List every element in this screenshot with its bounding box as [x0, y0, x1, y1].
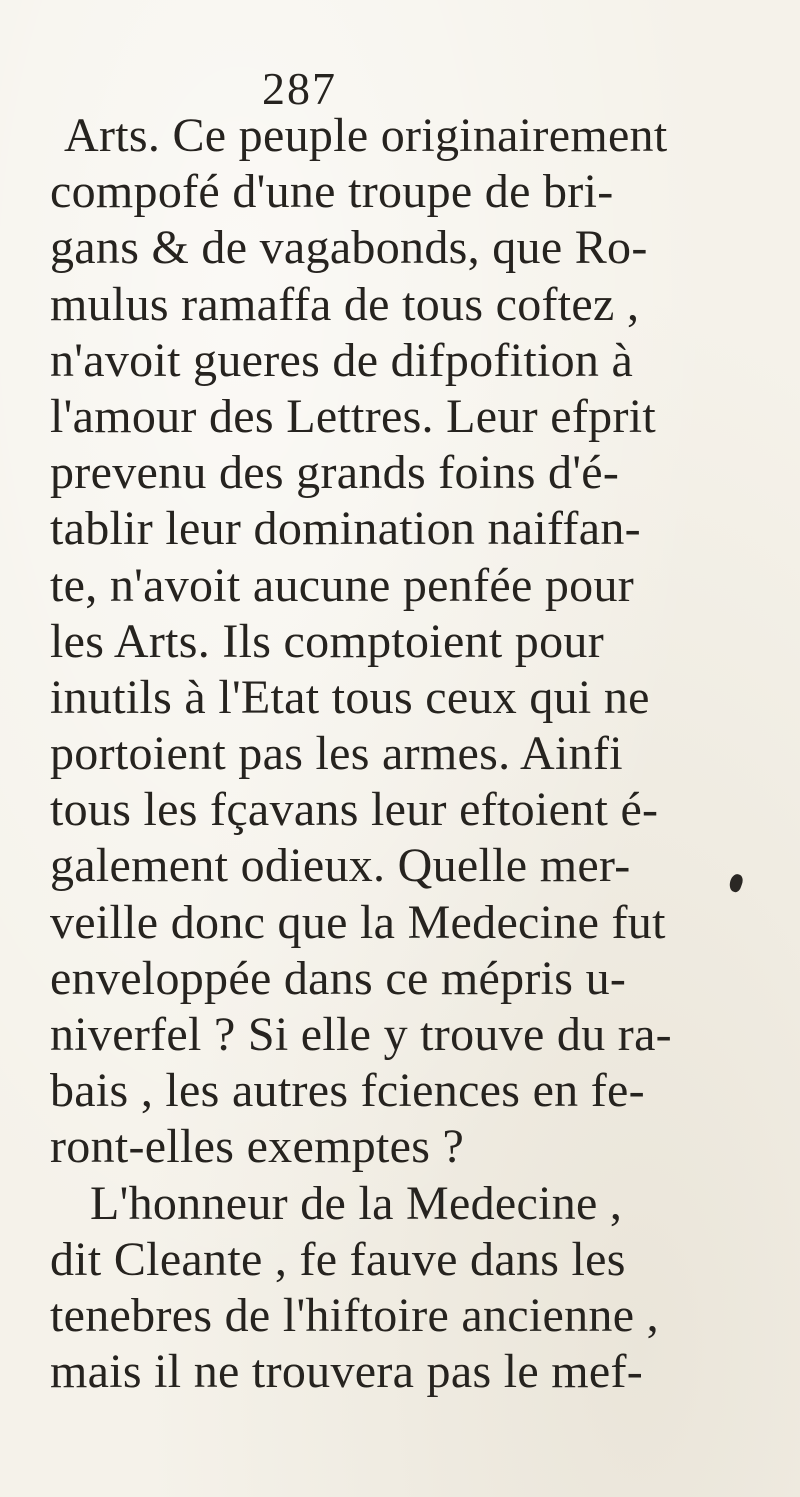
text-line: enveloppée dans ce mépris u-: [50, 951, 627, 1005]
text-line: Arts. Ce peuple originairement: [64, 109, 668, 162]
text-line: bais , les autres fciences en fe-: [50, 1064, 645, 1118]
paragraph-start-line: L'honneur de la Medecine ,: [90, 1176, 623, 1230]
text-line: tenebres de l'hiftoire ancienne ,: [50, 1288, 659, 1342]
body-text: [50, 108, 798, 1400]
text-line: dit Cleante , fe fauve dans les: [50, 1232, 626, 1286]
text-line: les Arts. Ils comptoient pour: [50, 614, 604, 668]
text-line: n'avoit gueres de difpofition à: [50, 333, 634, 387]
text-line: mais il ne trouvera pas le mef-: [50, 1345, 644, 1399]
text-line: te, n'avoit aucune penfée pour: [50, 558, 635, 612]
text-line: l'amour des Lettres. Leur efprit: [50, 389, 657, 443]
page-number: 287: [262, 63, 337, 114]
text-line: gans & de vagabonds, que Ro-: [50, 221, 648, 275]
text-line: galement odieux. Quelle mer-: [50, 839, 631, 893]
text-line: inutils à l'Etat tous ceux qui ne: [50, 670, 650, 724]
text-line: mulus ramaffa de tous coftez ,: [50, 277, 640, 331]
text-line: prevenu des grands foins d'é-: [50, 446, 620, 500]
text-line: tous les fçavans leur eftoient é-: [50, 783, 659, 837]
text-line: portoient pas les armes. Ainfi: [50, 727, 623, 781]
text-line: tablir leur domination naiffan-: [50, 502, 641, 556]
text-line: compofé d'une troupe de bri-: [50, 165, 614, 219]
text-line: niverfel ? Si elle y trouve du ra-: [50, 1008, 672, 1061]
text-line: veille donc que la Medecine fut: [50, 895, 666, 949]
text-line: ront-elles exemptes ?: [50, 1120, 465, 1174]
